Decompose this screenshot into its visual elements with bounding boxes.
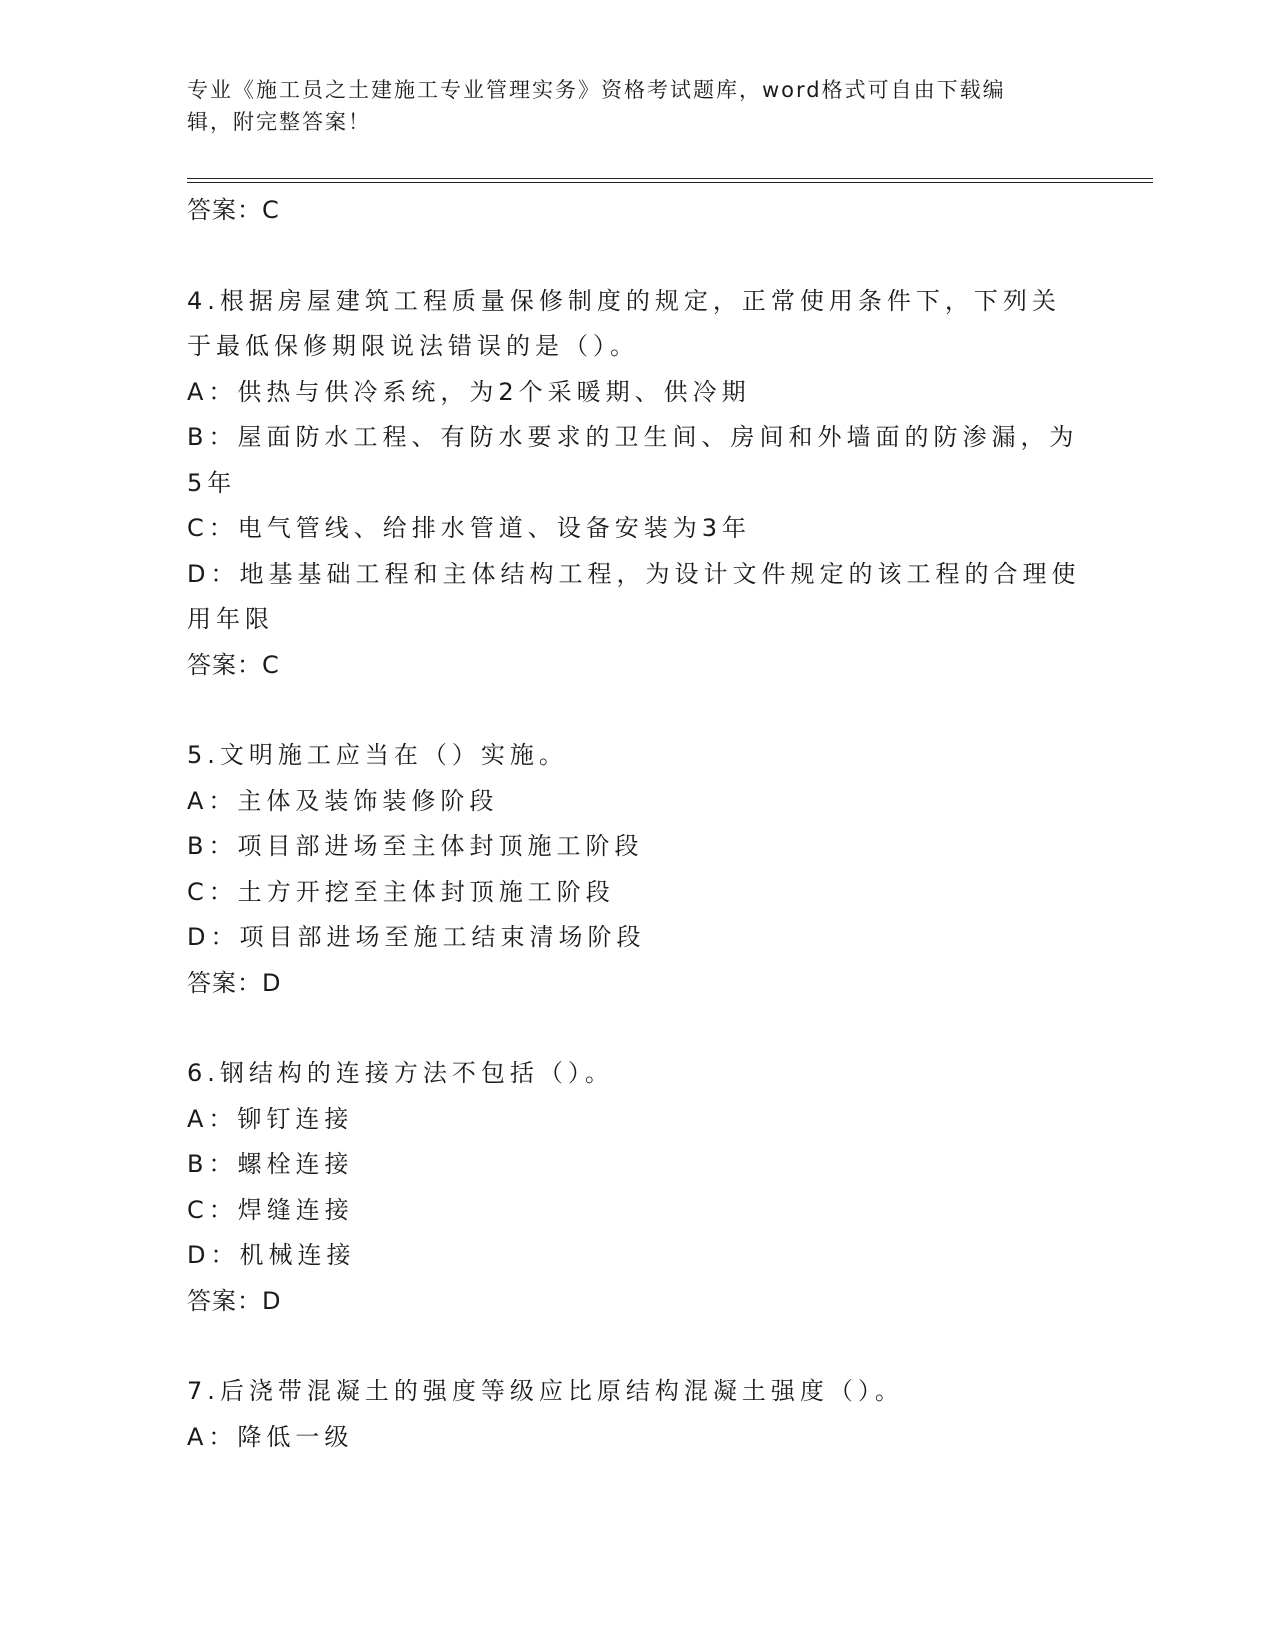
option-a: A：降低一级 xyxy=(187,1422,354,1451)
option-b: B：屋面防水工程、有防水要求的卫生间、房间和外墙面的防渗漏，为 xyxy=(187,423,1079,451)
question-5 xyxy=(187,733,1087,1006)
header-divider-top xyxy=(187,178,1153,179)
header-line-2: 辑，附完整答案！ xyxy=(187,110,371,134)
option-b: B：项目部进场至主体封顶施工阶段 xyxy=(187,832,644,860)
option-b-continued: 5年 xyxy=(187,468,237,497)
option-a: A：铆钉连接 xyxy=(187,1104,354,1133)
question-stem-line: 于最低保修期限说法错误的是（）。 xyxy=(187,332,639,360)
spacer xyxy=(187,688,1087,733)
option-d-continued: 用年限 xyxy=(187,605,274,633)
option-d: D：机械连接 xyxy=(187,1241,356,1269)
spacer xyxy=(187,234,1087,279)
option-d: D：项目部进场至施工结束清场阶段 xyxy=(187,923,646,951)
question-stem-line: 5.文明施工应当在（）实施。 xyxy=(187,741,568,769)
option-c: C：电气管线、给排水管道、设备安装为3年 xyxy=(187,514,752,542)
question-list xyxy=(187,188,1087,1460)
option-b: B：螺栓连接 xyxy=(187,1150,354,1178)
header-divider-bottom xyxy=(187,182,1153,183)
spacer xyxy=(187,1324,1087,1369)
answer: 答案：D xyxy=(187,1286,282,1315)
spacer xyxy=(187,1006,1087,1051)
question-stem-line: 6.钢结构的连接方法不包括（）。 xyxy=(187,1059,614,1087)
question-7 xyxy=(187,1369,1087,1460)
answer: 答案：C xyxy=(187,650,280,679)
document-header xyxy=(187,74,1067,138)
question-4 xyxy=(187,279,1087,689)
option-a: A：供热与供冷系统，为2个采暖期、供冷期 xyxy=(187,377,751,406)
question-stem-line: 4.根据房屋建筑工程质量保修制度的规定，正常使用条件下，下列关 xyxy=(187,286,1061,315)
question-6 xyxy=(187,1051,1087,1324)
question-stem-line: 7.后浇带混凝土的强度等级应比原结构混凝土强度（）。 xyxy=(187,1377,904,1405)
answer: 答案：D xyxy=(187,968,282,997)
option-c: C：焊缝连接 xyxy=(187,1195,354,1224)
header-line-1: 专业《施工员之土建施工专业管理实务》资格考试题库，word格式可自由下载编 xyxy=(187,78,1006,102)
option-d: D：地基基础工程和主体结构工程，为设计文件规定的该工程的合理使 xyxy=(187,559,1081,588)
option-c: C：土方开挖至主体封顶施工阶段 xyxy=(187,877,615,906)
previous-answer: 答案：C xyxy=(187,196,280,224)
option-a: A：主体及装饰装修阶段 xyxy=(187,786,499,815)
